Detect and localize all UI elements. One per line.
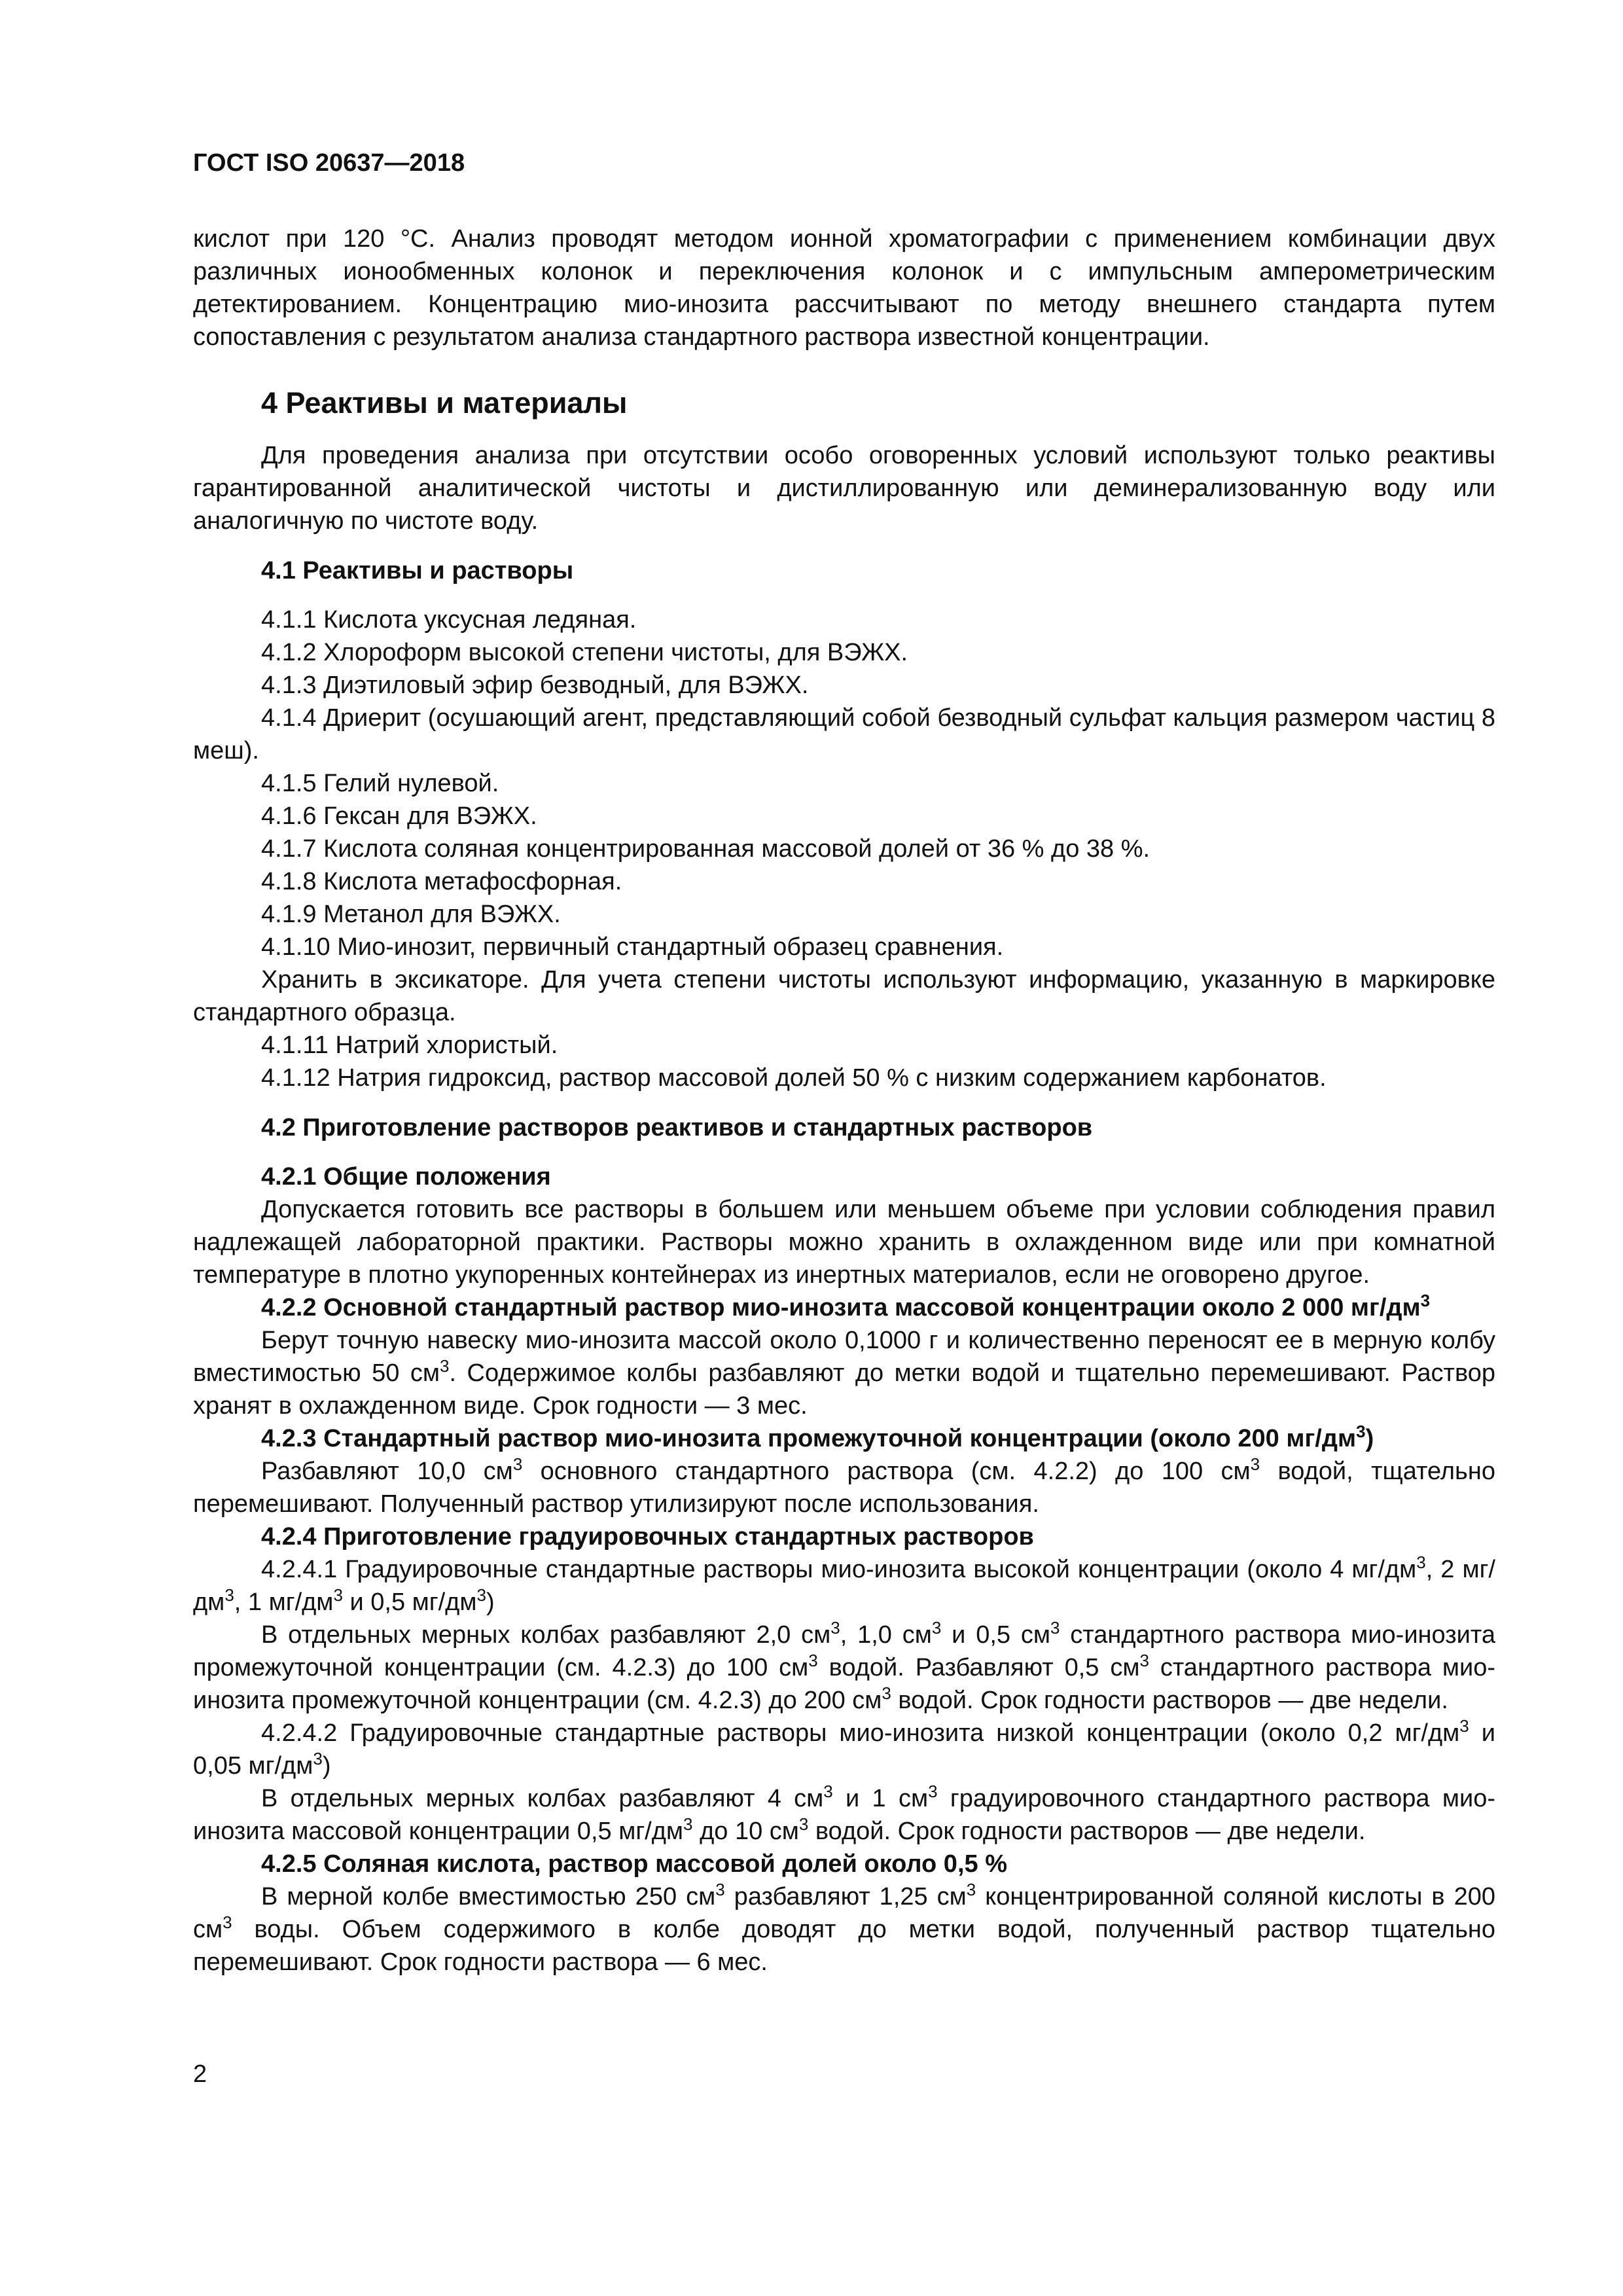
item-4-1-8: 4.1.8 Кислота метафосфорная. (261, 868, 622, 895)
section-4-2-3-text: Разбавляют 10,0 $см^3$ основного стандартного раствора (см. 4.2.2) до 100 $см^3$ водой, тщательно перемешивают. Полученный раствор утилизируют после использования. (193, 1454, 1495, 1518)
item-4-1-11: 4.1.11 Натрий хлористый. (261, 1031, 558, 1059)
section-4-2-3-title: 4.2.3 Стандартный раствор мио-инозита промежуточной концентрации (около 200 $мг/дм^3$) (261, 1422, 1374, 1452)
item-4-1-9: 4.1.9 Метанол для ВЭЖХ. (261, 901, 561, 928)
item-4-1-6: 4.1.6 Гексан для ВЭЖХ. (261, 802, 537, 830)
item-4-1-5: 4.1.5 Гелий нулевой. (261, 770, 499, 797)
section-4-1-title: 4.1 Реактивы и растворы (261, 557, 574, 584)
section-4-intro: Для проведения анализа при отсутствии особо оговоренных условий используют только реактивы гарантированной аналитической чистоты и дистиллированную или деминерализованную воду или аналогичную по чистоте воду. (193, 442, 1495, 535)
page-number: 2 (193, 2060, 207, 2088)
section-4-2-4-1-title: 4.2.4.1 Градуировочные стандартные растворы мио-инозита высокой концентрации (около 4 $мг/дм^3$, 2 $мг/дм^3$, 1 $мг/дм^3$ и 0,5 $мг/дм^3$) (193, 1552, 1495, 1616)
item-4-1-2: 4.1.2 Хлороформ высокой степени чистоты, для ВЭЖХ. (261, 639, 908, 666)
item-4-1-10: 4.1.10 Мио-инозит, первичный стандартный образец сравнения. (261, 933, 1004, 961)
item-4-1-12: 4.1.12 Натрия гидроксид, раствор массовой долей 50 % с низким содержанием карбонатов. (261, 1064, 1327, 1092)
section-4-2-2-text: Берут точную навеску мио-инозита массой около 0,1000 г и количественно переносят ее в мерную колбу вместимостью 50 $см^3$. Содержимое колбы разбавляют до метки водой и тщательно перемешивают. Раствор хранят в охлажденном виде. Срок годности — 3 мес. (193, 1327, 1495, 1420)
section-4-2-5-text: В мерной колбе вместимостью 250 $см^3$ разбавляют 1,25 $см^3$ концентрированной соляной кислоты в 200 $см^3$ воды. Объем содержимого в колбе доводят до метки водой, полученный раствор тщательно перемешивают. Срок годности раствора — 6 мес. (193, 1880, 1495, 1976)
intro-paragraph: кислот при 120 °С. Анализ проводят методом ионной хроматографии с применением комбинации двух различных ионообменных колонок и переключения колонок и с импульсным амперометрическим детектированием. Концентрацию мио-инозита рассчитывают по методу внешнего стандарта путем сопоставления с результатом анализа стандартного раствора известной концентрации. (193, 225, 1495, 351)
item-4-1-1: 4.1.1 Кислота уксусная ледяная. (261, 606, 637, 634)
section-4-2-4-title: 4.2.4 Приготовление градуировочных стандартных растворов (261, 1523, 1034, 1551)
section-4-2-title: 4.2 Приготовление растворов реактивов и стандартных растворов (261, 1114, 1093, 1141)
section-4-2-1-title: 4.2.1 Общие положения (261, 1163, 551, 1191)
item-4-1-10-note: Хранить в эксикаторе. Для учета степени чистоты используют информацию, указанную в маркировке стандартного образца. (193, 966, 1495, 1026)
section-4-2-1-text: Допускается готовить все растворы в большем или меньшем объеме при условии соблюдения правил надлежащей лабораторной практики. Растворы можно хранить в охлажденном виде или при комнатной температуре в плотно укупоренных контейнерах из инертных материалов, если не оговорено другое. (193, 1196, 1495, 1289)
section-4-2-4-2-text: В отдельных мерных колбах разбавляют 4 $см^3$ и 1 $см^3$ градуировочного стандартного раствора мио-инозита массовой концентрации 0,5 $мг/дм^3$ до 10 $см^3$ водой. Срок годности растворов — две недели. (193, 1782, 1495, 1845)
document-header: ГОСТ ISO 20637—2018 (193, 149, 465, 177)
item-4-1-7: 4.1.7 Кислота соляная концентрированная массовой долей от 36 % до 38 %. (261, 835, 1150, 863)
item-4-1-3: 4.1.3 Диэтиловый эфир безводный, для ВЭЖХ. (261, 672, 809, 699)
section-4-2-4-1-text: В отдельных мерных колбах разбавляют 2,0 $см^3$, 1,0 $см^3$ и 0,5 $см^3$ стандартного раствора мио-инозита промежуточной концентрации (см. 4.2.3) до 100 $см^3$ водой. Разбавляют 0,5 $см^3$ стандартного раствора мио-инозита промежуточной концентрации (см. 4.2.3) до 200 $см^3$ водой. Срок годности растворов — две недели. (193, 1618, 1496, 1714)
section-4-2-2-title: 4.2.2 Основной стандартный раствор мио-инозита массовой концентрации около 2 000 $мг/дм^3$ (261, 1291, 1431, 1321)
document-body (193, 223, 1495, 1979)
section-4-title: 4 Реактивы и материалы (261, 386, 628, 420)
section-4-2-4-2-title: 4.2.4.2 Градуировочные стандартные растворы мио-инозита низкой концентрации (около 0,2 $мг/дм^3$ и 0,05 $мг/дм^3$) (193, 1716, 1495, 1780)
section-4-2-5-title: 4.2.5 Соляная кислота, раствор массовой долей около 0,5 % (261, 1850, 1007, 1878)
item-4-1-4: 4.1.4 Дриерит (осушающий агент, представляющий собой безводный сульфат кальция размером частиц 8 меш). (193, 704, 1495, 764)
